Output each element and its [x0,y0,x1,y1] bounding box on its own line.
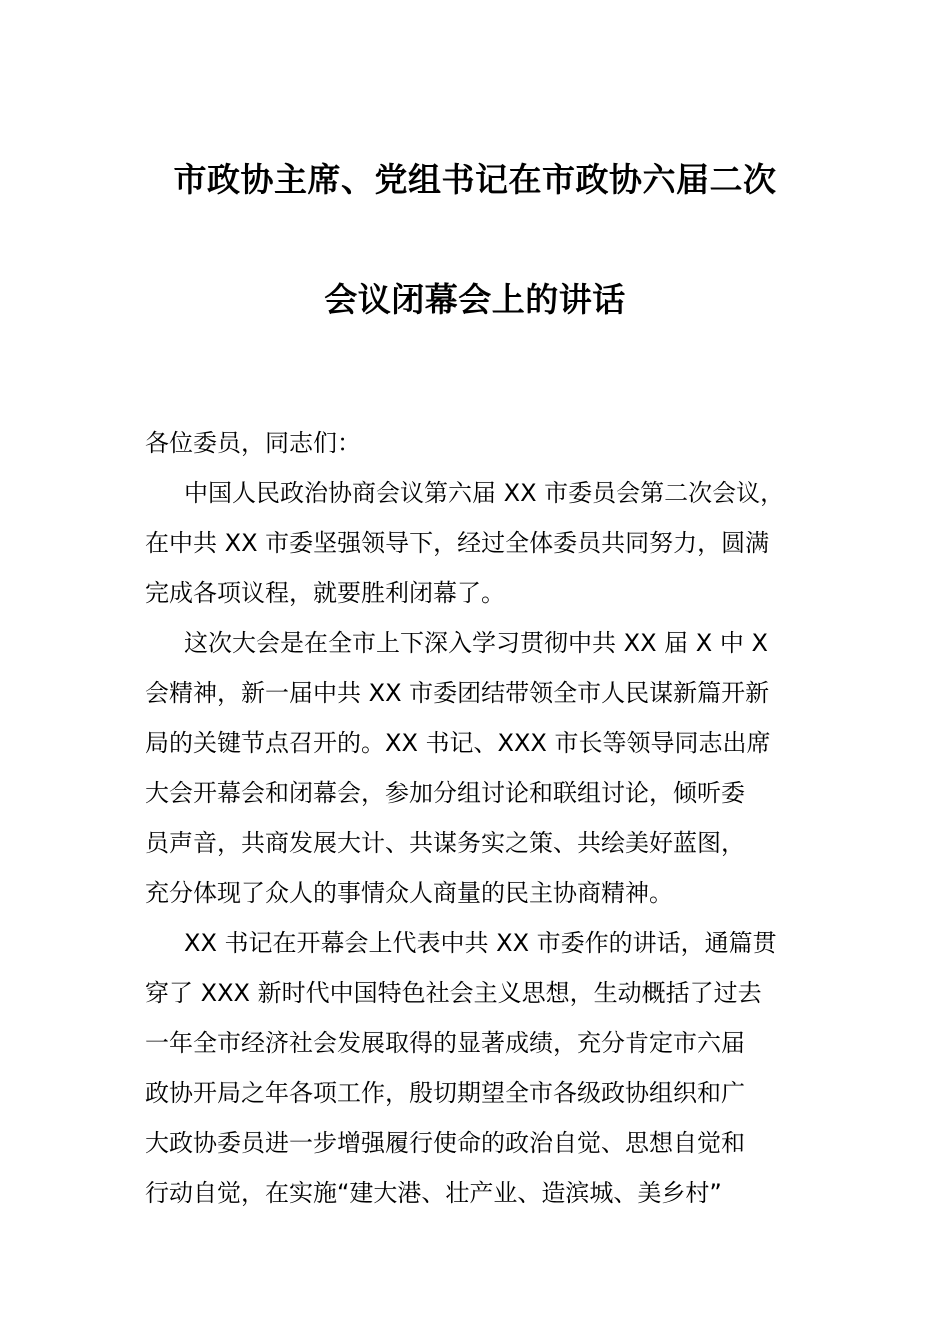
document-title-line-1: 市政协主席、党组书记在市政协六届二次 [173,160,777,199]
salutation: 各位委员，同志们： [145,429,361,457]
paragraph-2-line-1: 这次大会是在全市上下深入学习贯彻中共 XX 届 X 中 X [184,629,768,657]
document-title-line-2: 会议闭幕会上的讲话 [324,280,626,319]
paragraph-2-line-2: 会精神，新一届中共 XX 市委团结带领全市人民谋新篇开新 [145,679,770,707]
paragraph-2-line-3: 局的关键节点召开的。XX 书记、XXX 市长等领导同志出席 [145,729,771,757]
paragraph-3-line-5: 大政协委员进一步增强履行使命的政治自觉、思想自觉和 [145,1129,745,1157]
paragraph-2-line-5: 员声音，共商发展大计、共谋务实之策、共绘美好蓝图， [145,829,745,857]
paragraph-2-line-4: 大会开幕会和闭幕会，参加分组讨论和联组讨论，倾听委 [145,779,745,807]
paragraph-1-line-3: 完成各项议程，就要胜利闭幕了。 [145,579,505,607]
paragraph-3-line-3: 一年全市经济社会发展取得的显著成绩，充分肯定市六届 [145,1029,745,1057]
paragraph-2-line-6: 充分体现了众人的事情众人商量的民主协商精神。 [145,879,673,907]
paragraph-1-line-2: 在中共 XX 市委坚强领导下，经过全体委员共同努力，圆满 [145,529,770,557]
document-body [145,418,825,1218]
paragraph-3-line-6: 行动自觉，在实施“建大港、壮产业、造滨城、美乡村” [145,1179,722,1207]
paragraph-3-line-1: XX 书记在开幕会上代表中共 XX 市委作的讲话，通篇贯 [184,929,777,957]
paragraph-1-line-1: 中国人民政治协商会议第六届 XX 市委员会第二次会议， [184,479,785,507]
paragraph-3-line-4: 政协开局之年各项工作，殷切期望全市各级政协组织和广 [145,1079,745,1107]
paragraph-3-line-2: 穿了 XXX 新时代中国特色社会主义思想，生动概括了过去 [145,979,762,1007]
